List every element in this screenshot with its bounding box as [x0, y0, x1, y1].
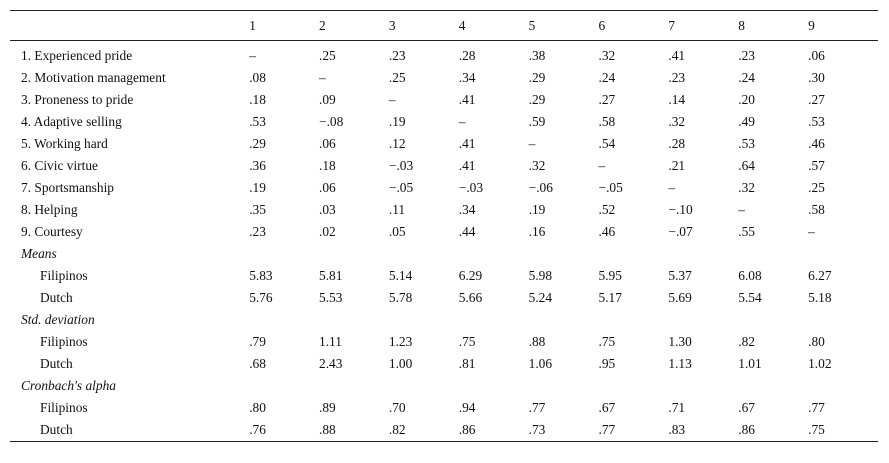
table-cell: −.05	[388, 180, 414, 195]
table-cell: .73	[528, 422, 546, 437]
table-cell: .05	[388, 224, 406, 239]
table-cell: .25	[319, 48, 336, 63]
table-cell: –	[598, 158, 606, 173]
table-cell: .16	[528, 224, 546, 239]
table-cell: .29	[528, 92, 546, 107]
table-cell: .32	[528, 158, 546, 173]
table-cell: .18	[319, 158, 336, 173]
table-cell: .89	[319, 400, 336, 415]
table-cell: .46	[598, 224, 616, 239]
table-row	[10, 419, 878, 442]
table-cell: .82	[738, 334, 756, 349]
correlation-table	[10, 10, 878, 442]
table-cell: .06	[319, 136, 336, 151]
column-header: 7	[668, 17, 676, 33]
table-cell: 5.24	[528, 290, 553, 305]
row-label: 1. Experienced pride	[21, 48, 133, 63]
table-cell: .41	[458, 92, 476, 107]
table-cell: .19	[528, 202, 546, 217]
table-cell: 5.18	[808, 290, 832, 305]
section-heading-row	[10, 375, 878, 397]
table-cell: 1.01	[738, 356, 762, 371]
table-cell: .32	[668, 114, 686, 129]
table-cell: 5.53	[319, 290, 343, 305]
table-cell: .52	[598, 202, 616, 217]
table-cell: .67	[598, 400, 616, 415]
table-cell: 1.23	[388, 334, 413, 349]
table-cell: .36	[249, 158, 266, 173]
table-cell: .34	[458, 70, 476, 85]
table-cell: −.03	[458, 180, 484, 195]
table-cell: .03	[319, 202, 336, 217]
row-label: Dutch	[40, 290, 73, 305]
table-cell: –	[738, 202, 745, 217]
column-header: 1	[249, 17, 256, 33]
table-cell: .06	[808, 48, 825, 63]
table-cell: .32	[738, 180, 756, 195]
table-cell: .08	[249, 70, 266, 85]
column-header: 5	[528, 17, 536, 33]
table-row	[10, 221, 878, 243]
table-cell: .12	[388, 136, 406, 151]
table-cell: .19	[249, 180, 266, 195]
table-cell: .23	[388, 48, 406, 63]
table-cell: .34	[458, 202, 476, 217]
table-cell: .70	[388, 400, 406, 415]
table-cell: .77	[598, 422, 616, 437]
table-cell: .44	[458, 224, 476, 239]
table-row	[10, 331, 878, 353]
table-cell: .71	[668, 400, 686, 415]
table-cell: −.10	[668, 202, 693, 217]
table-cell: .02	[319, 224, 336, 239]
section-title: Std. deviation	[21, 312, 95, 327]
header-label-cell	[10, 11, 249, 41]
table-cell: −.03	[388, 158, 414, 173]
table-cell: .23	[668, 70, 686, 85]
table-cell: .19	[388, 114, 406, 129]
row-label: 2. Motivation management	[21, 70, 166, 85]
table-row	[10, 287, 878, 309]
table-cell: .64	[738, 158, 756, 173]
table-cell: .76	[249, 422, 266, 437]
row-label: Dutch	[40, 422, 73, 437]
table-cell: .30	[808, 70, 825, 85]
table-cell: .20	[738, 92, 756, 107]
table-cell: .35	[249, 202, 266, 217]
row-label: 5. Working hard	[21, 136, 108, 151]
table-cell: .25	[388, 70, 406, 85]
row-label: 9. Courtesy	[21, 224, 83, 239]
table-cell: .28	[458, 48, 476, 63]
column-header: 6	[598, 17, 606, 33]
table-cell: .77	[808, 400, 825, 415]
table-cell: .67	[738, 400, 756, 415]
table-row	[10, 199, 878, 221]
table-cell: .58	[598, 114, 616, 129]
row-label: 6. Civic virtue	[21, 158, 98, 173]
table-cell: .86	[458, 422, 476, 437]
table-cell: .18	[249, 92, 266, 107]
table-cell: 5.95	[598, 268, 622, 283]
column-header: 3	[388, 17, 396, 33]
table-cell: .79	[249, 334, 266, 349]
column-header: 9	[808, 17, 815, 33]
row-label: 8. Helping	[21, 202, 78, 217]
row-label: Filipinos	[40, 400, 88, 415]
table-cell: 5.37	[668, 268, 692, 283]
table-cell: .28	[668, 136, 686, 151]
table-cell: .29	[528, 70, 546, 85]
section-title: Means	[21, 246, 57, 261]
table-cell: 6.29	[458, 268, 483, 283]
table-cell: –	[249, 48, 256, 63]
table-header-row	[10, 11, 878, 41]
table-cell: .75	[598, 334, 616, 349]
table-cell: .09	[319, 92, 336, 107]
table-cell: .86	[738, 422, 756, 437]
table-row	[10, 265, 878, 287]
table-cell: .21	[668, 158, 686, 173]
table-cell: 1.11	[319, 334, 342, 349]
table-cell: .46	[808, 136, 825, 151]
table-cell: .83	[668, 422, 686, 437]
section-heading-row	[10, 243, 878, 265]
table-cell: 5.83	[249, 268, 273, 283]
table-cell: .77	[528, 400, 546, 415]
table-row	[10, 41, 878, 68]
table-cell: .80	[808, 334, 825, 349]
table-cell: 1.30	[668, 334, 692, 349]
correlation-table-container	[10, 10, 878, 442]
row-label: 3. Proneness to pride	[21, 92, 134, 107]
table-cell: 5.78	[388, 290, 413, 305]
table-cell: .49	[738, 114, 756, 129]
table-cell: –	[668, 180, 676, 195]
table-cell: .81	[458, 356, 476, 371]
table-cell: .41	[458, 136, 476, 151]
row-label: Filipinos	[40, 268, 88, 283]
table-cell: −.08	[319, 114, 344, 129]
table-cell: .59	[528, 114, 546, 129]
table-cell: .27	[598, 92, 616, 107]
section-heading-row	[10, 309, 878, 331]
table-cell: 1.02	[808, 356, 832, 371]
section-title: Cronbach's alpha	[21, 378, 116, 393]
table-cell: .88	[528, 334, 546, 349]
table-cell: .11	[388, 202, 406, 217]
table-body	[10, 41, 878, 442]
table-cell: .25	[808, 180, 825, 195]
table-row	[10, 155, 878, 177]
table-cell: .54	[598, 136, 616, 151]
row-label: 7. Sportsmanship	[21, 180, 114, 195]
table-cell: .57	[808, 158, 825, 173]
table-cell: .53	[738, 136, 756, 151]
table-cell: −.07	[668, 224, 693, 239]
table-cell: .88	[319, 422, 336, 437]
table-cell: 5.69	[668, 290, 692, 305]
table-cell: .29	[249, 136, 266, 151]
table-cell: .38	[528, 48, 546, 63]
table-row	[10, 111, 878, 133]
table-cell: 5.17	[598, 290, 622, 305]
table-cell: –	[388, 92, 396, 107]
column-header: 8	[738, 17, 745, 33]
table-cell: −.06	[528, 180, 553, 195]
table-cell: .14	[668, 92, 686, 107]
table-cell: .75	[458, 334, 476, 349]
table-cell: .41	[668, 48, 686, 63]
column-header: 2	[319, 17, 326, 33]
table-cell: 5.98	[528, 268, 553, 283]
table-row	[10, 353, 878, 375]
table-cell: −.05	[598, 180, 623, 195]
table-cell: .94	[458, 400, 476, 415]
column-header: 4	[458, 17, 466, 33]
row-label: Dutch	[40, 356, 73, 371]
table-cell: –	[808, 224, 815, 239]
table-cell: –	[528, 136, 536, 151]
table-cell: .68	[249, 356, 266, 371]
table-cell: 5.66	[458, 290, 483, 305]
table-cell: .23	[249, 224, 266, 239]
table-cell: .82	[388, 422, 406, 437]
table-cell: 5.76	[249, 290, 273, 305]
table-cell: .75	[808, 422, 825, 437]
table-cell: .55	[738, 224, 756, 239]
table-cell: .32	[598, 48, 616, 63]
table-cell: 6.27	[808, 268, 832, 283]
table-cell: .41	[458, 158, 476, 173]
table-cell: 5.54	[738, 290, 762, 305]
table-cell: .24	[738, 70, 756, 85]
table-cell: .06	[319, 180, 336, 195]
row-label: Filipinos	[40, 334, 88, 349]
table-cell: .80	[249, 400, 266, 415]
table-cell: 6.08	[738, 268, 762, 283]
table-row	[10, 397, 878, 419]
table-cell: .95	[598, 356, 616, 371]
table-cell: 1.00	[388, 356, 413, 371]
table-cell: –	[458, 114, 466, 129]
table-cell: .53	[808, 114, 825, 129]
table-row	[10, 67, 878, 89]
table-cell: –	[319, 70, 326, 85]
table-row	[10, 89, 878, 111]
table-cell: 2.43	[319, 356, 343, 371]
table-cell: 1.13	[668, 356, 692, 371]
table-row	[10, 133, 878, 155]
table-cell: 5.81	[319, 268, 343, 283]
table-cell: .58	[808, 202, 825, 217]
table-cell: 5.14	[388, 268, 413, 283]
table-row	[10, 177, 878, 199]
table-cell: .24	[598, 70, 616, 85]
table-cell: .27	[808, 92, 825, 107]
table-cell: 1.06	[528, 356, 553, 371]
table-cell: .23	[738, 48, 756, 63]
table-cell: .53	[249, 114, 266, 129]
row-label: 4. Adaptive selling	[21, 114, 122, 129]
